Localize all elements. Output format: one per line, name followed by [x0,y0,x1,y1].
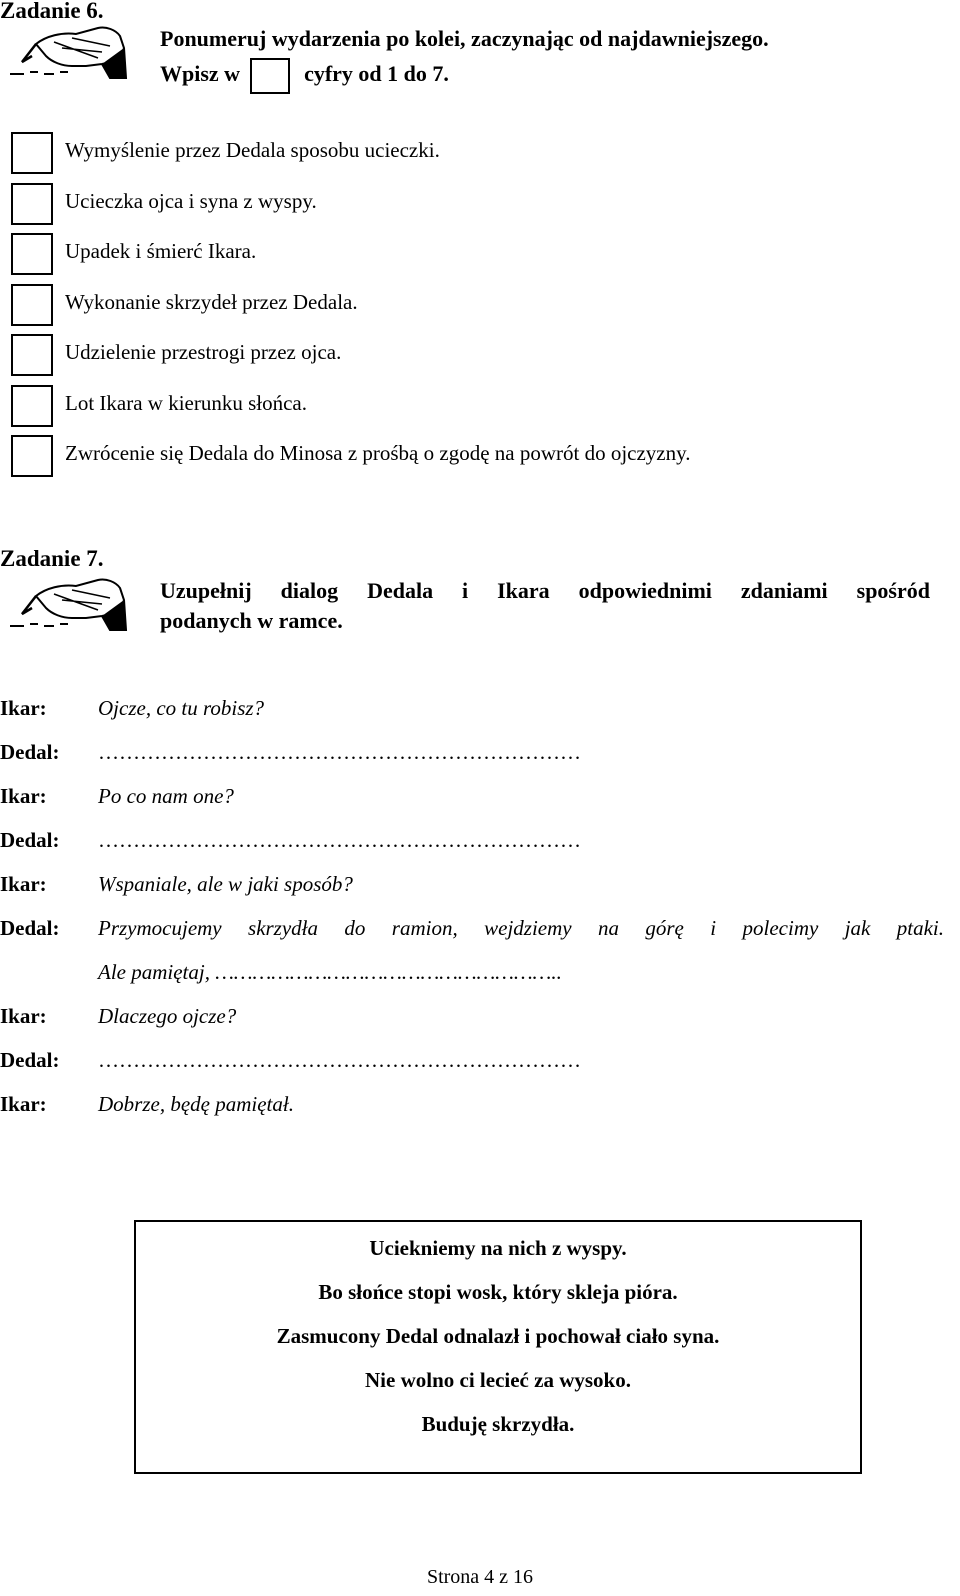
answer-blank-2[interactable]: …………………………………………………………… [98,828,581,852]
dialog-row [0,1048,960,1078]
dialog-speaker: Dedal: [0,1048,60,1072]
event-number-box-3[interactable] [11,233,53,275]
event-text: Lot Ikara w kierunku słońca. [65,391,308,415]
answer-blank-1[interactable]: …………………………………………………………… [98,740,581,764]
dialog-row [0,740,960,770]
dialog-line: Ojcze, co tu robisz? [98,696,265,720]
frame-sentence: Zasmucony Dedal odnalazł i pochował ciało syna. [276,1324,720,1348]
dialog-row [0,828,960,858]
event-row [11,132,911,176]
dialog-speaker: Ikar: [0,1092,47,1116]
dialog-row [0,784,960,814]
task6-title: Zadanie 6. [0,0,104,23]
event-number-box-7[interactable] [11,435,53,477]
dialog-row [0,872,960,902]
task7-instruction-line1: Uzupełnij dialog Dedala i Ikara odpowiednimi zdaniami spośród [160,578,930,603]
dialog-speaker: Ikar: [0,872,47,896]
dialog-line: Przymocujemy skrzydła do ramion, wejdziemy na górę i polecimy jak ptaki. [98,916,944,940]
dialog-speaker: Ikar: [0,784,47,808]
dialog-speaker: Dedal: [0,916,60,940]
event-row [11,233,911,277]
writing-hand-icon [2,22,132,82]
answer-blank-4[interactable]: …………………………………………………………… [98,1048,581,1072]
frame-sentence: Bo słońce stopi wosk, który skleja pióra. [318,1280,678,1304]
sentence-frame [134,1220,862,1474]
dialog-row [0,1092,960,1122]
dialog-speaker: Ikar: [0,696,47,720]
task6-instruction-before: Wpisz w [160,61,241,87]
task6-instruction-line2 [160,58,950,94]
task6-instruction-line1: Ponumeruj wydarzenia po kolei, zaczynając od najdawniejszego. [160,26,769,51]
frame-sentence: Nie wolno ci lecieć za wysoko. [365,1368,631,1392]
event-row [11,385,911,429]
writing-hand-icon [2,574,132,634]
task6-instruction-after: cyfry od 1 do 7. [304,61,449,87]
dialog-line: Wspaniale, ale w jaki sposób? [98,872,353,896]
event-number-box-6[interactable] [11,385,53,427]
dialog-speaker: Dedal: [0,828,60,852]
dialog-line: Po co nam one? [98,784,234,808]
task7-instruction-line2: podanych w ramce. [160,608,343,633]
event-number-box-4[interactable] [11,284,53,326]
event-row [11,435,911,479]
dialog-row [0,1004,960,1034]
event-row [11,183,911,227]
dialog-line: Dlaczego ojcze? [98,1004,237,1028]
frame-sentence: Uciekniemy na nich z wyspy. [369,1236,627,1260]
dialog-row [0,916,960,946]
dialog-line: Dobrze, będę pamiętał. [98,1092,294,1116]
sample-answer-box [250,58,290,94]
task6-instruction [160,24,950,94]
task7-instruction [160,576,930,636]
event-text: Upadek i śmierć Ikara. [65,239,257,263]
event-text: Udzielenie przestrogi przez ojca. [65,340,342,364]
event-number-box-1[interactable] [11,132,53,174]
event-text: Zwrócenie się Dedala do Minosa z prośbą o zgodę na powrót do ojczyzny. [65,441,691,465]
dialog-row [0,960,960,990]
dialog-speaker: Dedal: [0,740,60,764]
event-text: Wymyślenie przez Dedala sposobu ucieczki. [65,138,440,162]
event-number-box-2[interactable] [11,183,53,225]
event-number-box-5[interactable] [11,334,53,376]
task7-title: Zadanie 7. [0,546,104,571]
dialog-speaker: Ikar: [0,1004,47,1028]
dialog-row [0,696,960,726]
answer-blank-3[interactable]: Ale pamiętaj, ……………………………………………….. [98,960,562,984]
event-row [11,334,911,378]
event-text: Wykonanie skrzydeł przez Dedala. [65,290,358,314]
event-row [11,284,911,328]
event-text: Ucieczka ojca i syna z wyspy. [65,189,317,213]
frame-sentence: Buduję skrzydła. [421,1412,575,1436]
page-number: Strona 4 z 16 [426,1566,534,1588]
